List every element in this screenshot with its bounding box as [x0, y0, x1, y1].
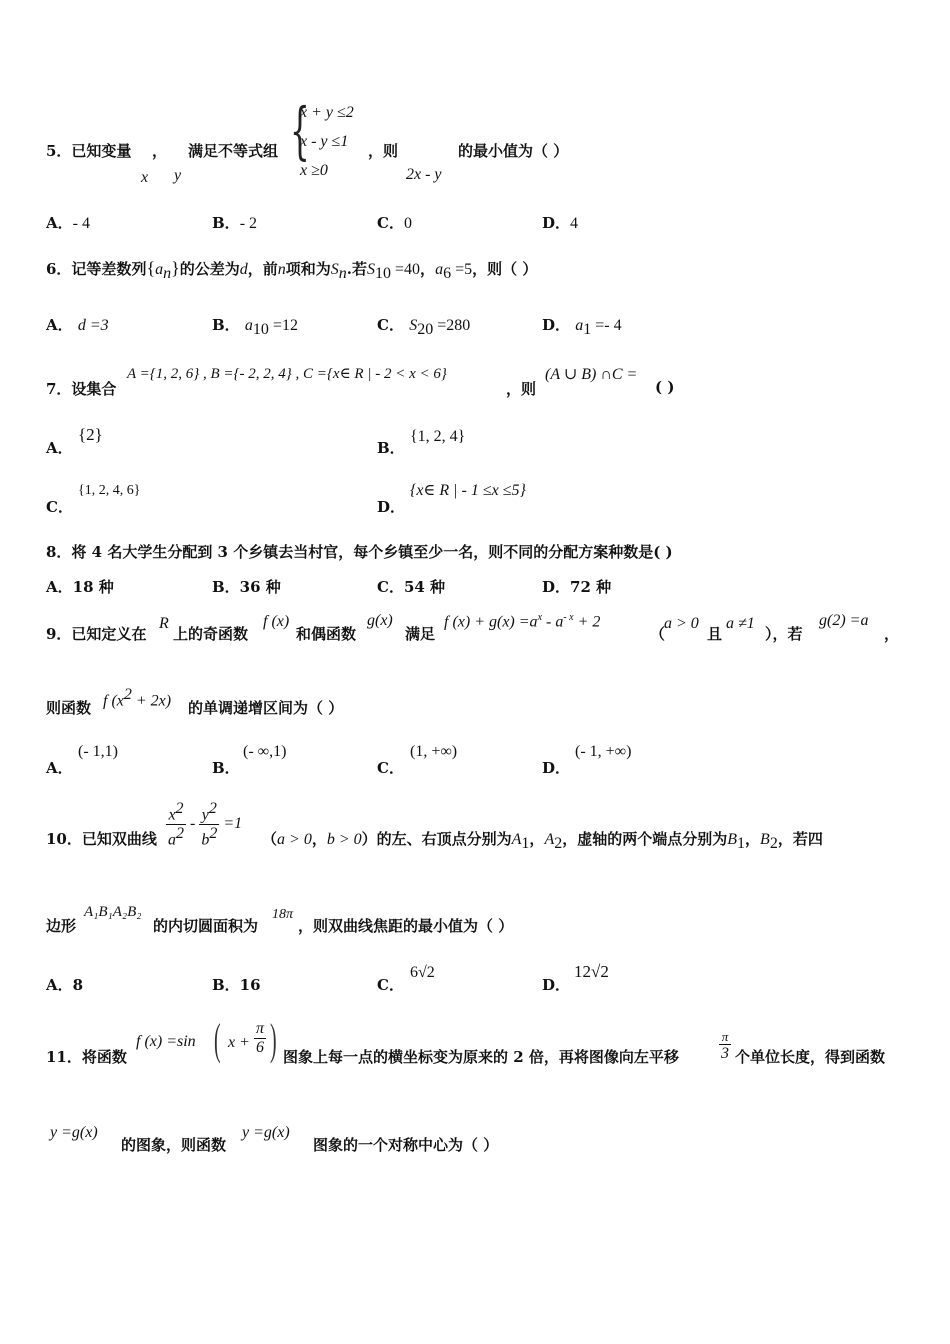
- q6-cond1-val: =40: [391, 261, 421, 278]
- q5-option-d-label: D．: [542, 214, 571, 232]
- q7-expr: (A ∪ B) ∩C =: [545, 366, 638, 383]
- q6-option-b-label: B．: [212, 316, 240, 334]
- q9-eq-sup1: x: [537, 612, 543, 623]
- q8-option-c[interactable]: C．54 种: [377, 578, 446, 596]
- q9-cond1: a > 0: [664, 615, 699, 632]
- q6-cond1-sub: 10: [375, 265, 392, 282]
- q10-option-c-label[interactable]: C．: [377, 976, 404, 994]
- q5-target: 2x - y: [406, 166, 442, 183]
- q9-cond2: a ≠1: [726, 615, 755, 632]
- q7-option-a-label[interactable]: A．: [46, 439, 73, 457]
- q6-option-a[interactable]: [46, 314, 109, 335]
- q6-stem: [46, 258, 537, 283]
- q11-pi-2: π: [719, 1030, 731, 1045]
- q9-text-d: 满足: [405, 625, 436, 643]
- q7-option-c-value: {1, 2, 4, 6}: [78, 483, 141, 498]
- q10-y-sq: 2: [208, 800, 217, 817]
- q9-cond-close: ），若: [765, 625, 803, 643]
- q5-text-a: 5．已知变量: [46, 142, 132, 160]
- q6-cond1: S: [367, 261, 376, 278]
- q5-option-b[interactable]: [212, 212, 257, 233]
- q10-cond: [262, 828, 823, 853]
- q6-text-a: 6．记等差数列: [46, 260, 147, 278]
- q9-option-d-value: (- 1, +∞): [575, 743, 632, 760]
- q7-option-d-value: {x∈ R | - 1 ≤x ≤5}: [410, 482, 526, 499]
- q8-option-a[interactable]: A．18 种: [46, 578, 114, 596]
- q10-A1-sub: 1: [521, 835, 530, 852]
- q10-text-c: ，若四: [777, 830, 823, 848]
- q6-cond2-val: =5: [451, 261, 473, 278]
- q9-fx: f (x): [263, 613, 290, 630]
- q6-option-b[interactable]: [212, 314, 298, 339]
- q6-option-b-rest: =12: [268, 317, 298, 334]
- q10-y: y: [201, 806, 209, 824]
- q10-B1: B: [727, 831, 738, 848]
- q9-eq-mid: - a: [542, 613, 564, 631]
- q10-area: 18π: [272, 907, 294, 922]
- q10-B2: B: [760, 831, 770, 848]
- q7-sets: A ={1, 2, 6} , B ={- 2, 2, 4} , C ={x∈ R | - 2 < x < 6}: [127, 366, 447, 382]
- q10-option-a[interactable]: A．8: [46, 976, 84, 994]
- q11-pi: π: [256, 1020, 265, 1037]
- q6-option-d-rest: =- 4: [591, 317, 622, 334]
- q5-option-b-value: - 2: [239, 215, 258, 232]
- q6-option-c-sub: 20: [417, 321, 434, 338]
- q7-option-b-value: {1, 2, 4}: [410, 428, 466, 445]
- q6-option-a-label: A．: [46, 316, 73, 334]
- q6-text-f: ，则（ ）: [472, 260, 538, 278]
- q5-text-d: 的最小值为（ ）: [458, 142, 569, 160]
- q6-text-d: 项和为: [285, 260, 331, 278]
- q7-option-b-label[interactable]: B．: [377, 439, 405, 457]
- q6-S-sub: n: [338, 265, 347, 282]
- q6-seq-sub: n: [163, 265, 172, 282]
- q7-option-c-label[interactable]: C．: [46, 498, 73, 516]
- q11-frac-pi6: [254, 1020, 266, 1056]
- q10-cond-sep: ，: [311, 830, 327, 848]
- q10-line2-a: 边形: [46, 917, 77, 935]
- q10-minus: -: [186, 815, 200, 833]
- q5-text-c: ，则: [368, 142, 399, 160]
- q6-option-d[interactable]: [542, 314, 622, 339]
- q10-eq1: =1: [219, 815, 243, 833]
- q10-c1: ，: [529, 830, 545, 848]
- q10-option-c-value: 6√2: [410, 964, 435, 981]
- q11-text-c: 个单位长度，得到函数: [735, 1048, 886, 1066]
- q9-comp-end: + 2x): [131, 692, 172, 710]
- q10-b: b: [201, 831, 210, 849]
- q6-d: d: [239, 261, 248, 278]
- q10-frac-y: [199, 800, 219, 849]
- q7-option-d-label[interactable]: D．: [377, 498, 406, 516]
- q8-option-b[interactable]: B．36 种: [212, 578, 281, 596]
- q10-cond2: b > 0: [326, 831, 362, 848]
- q10-frac-x: [166, 800, 186, 849]
- q5-stem: [46, 140, 131, 161]
- q9-cond-open: （: [650, 625, 666, 643]
- q6-option-c-var: S: [409, 317, 418, 334]
- q5-option-c[interactable]: [377, 212, 412, 233]
- q10-text-a: 10．已知双曲线: [46, 830, 157, 848]
- q5-option-a-label: A．: [46, 214, 73, 232]
- q5-var-y: y: [174, 167, 182, 184]
- q9-composite: [103, 686, 171, 710]
- q9-eq-main: f (x) + g(x) =a: [444, 613, 538, 631]
- q11-text-b: 图象上每一点的横坐标变为原来的 2 倍，再将图像向左平移: [283, 1048, 679, 1066]
- q5-option-c-label: C．: [377, 214, 404, 232]
- q9-option-b-label[interactable]: B．: [212, 759, 240, 777]
- q10-a-sq: 2: [176, 824, 184, 842]
- q6-option-c-rest: =280: [433, 317, 471, 334]
- q9-eq-end: + 2: [573, 613, 601, 631]
- q7-text-a: 7．设集合: [46, 380, 117, 398]
- q9-line2-b: 的单调递增区间为（ ）: [188, 699, 344, 717]
- q6-option-b-var: a: [244, 317, 253, 334]
- q5-option-a[interactable]: [46, 212, 90, 233]
- q9-text-a: 9．已知定义在: [46, 625, 147, 643]
- q6-option-b-sub: 10: [252, 321, 269, 338]
- q11-gfun-1: y =g(x): [50, 1124, 98, 1141]
- q10-option-b[interactable]: B．16: [212, 976, 261, 994]
- q6-cond2: a: [435, 261, 444, 278]
- q9-eq-sup2: - x: [563, 612, 574, 623]
- q5-option-c-value: 0: [403, 215, 412, 232]
- q6-cond2-sub: 6: [443, 265, 452, 282]
- q9-R: R: [159, 615, 169, 632]
- q11-paren-close: ): [270, 1015, 277, 1064]
- q5-option-a-value: - 4: [72, 215, 90, 232]
- q10-line2-b: 的内切圆面积为: [153, 917, 259, 935]
- q6-option-c[interactable]: [377, 314, 470, 339]
- q10-c2: ，: [745, 830, 761, 848]
- q8-stem: 8．将 4 名大学生分配到 3 个乡镇去当村官，每个乡镇至少一名，则不同的分配方案种数是( ): [46, 543, 673, 561]
- q11-frac-pi3: [719, 1030, 731, 1063]
- q5-option-d-value: 4: [570, 215, 579, 232]
- q5-option-b-label: B．: [212, 214, 240, 232]
- q6-text-c: ，前: [247, 260, 278, 278]
- q5-ineq-2: x - y ≤1: [300, 133, 349, 150]
- q9-comp-sup: 2: [123, 686, 132, 703]
- q10-B2-sub: 2: [769, 835, 778, 852]
- q9-line2-a: 则函数: [46, 699, 92, 717]
- q6-comma: ，: [420, 260, 436, 278]
- q9-option-a-value: (- 1,1): [78, 743, 118, 760]
- q9-g2: g(2) =a: [819, 612, 869, 629]
- q7-text-c: ( ): [655, 378, 675, 396]
- q6-option-c-label: C．: [377, 316, 404, 334]
- q10-x-sq: 2: [175, 800, 184, 817]
- q6-text-b: 的公差为: [179, 260, 240, 278]
- q11-three: 3: [721, 1045, 729, 1063]
- q11-text-a: 11．将函数: [46, 1048, 127, 1066]
- q10-cond1: a > 0: [277, 831, 312, 848]
- q5-ineq-3: x ≥0: [300, 162, 328, 179]
- q10-option-d-label[interactable]: D．: [542, 976, 571, 994]
- q9-cond-and: 且: [707, 625, 723, 643]
- q10-A1: A: [511, 831, 522, 848]
- q11-fx: f (x) =sin: [136, 1033, 196, 1050]
- q10-B1-sub: 1: [737, 835, 746, 852]
- q5-var-x: x: [141, 169, 149, 186]
- q10-text-b: ，虚轴的两个端点分别为: [562, 830, 728, 848]
- q11-six: 6: [256, 1038, 264, 1056]
- q6-brace-close: }: [171, 258, 180, 278]
- q9-option-b-value: (- ∞,1): [243, 743, 287, 760]
- q9-gx: g(x): [367, 612, 393, 629]
- q6-text-e: .若: [346, 260, 368, 278]
- q10-line2-c: ，则双曲线焦距的最小值为（ ）: [298, 917, 514, 935]
- q9-comp-main: f (x: [103, 692, 124, 710]
- q10-A2: A: [544, 831, 555, 848]
- q5-text-b: 满足不等式组: [188, 142, 279, 160]
- q10-cond-open: （: [262, 830, 278, 848]
- q10-cond-close: ）的左、右顶点分别为: [361, 830, 512, 848]
- q5-left-brace: {: [290, 94, 310, 167]
- q10-hyperbola: [166, 800, 242, 849]
- q5-ineq-1: x + y ≤2: [300, 104, 354, 121]
- q7-text-b: ，则: [506, 380, 537, 398]
- q9-option-c-value: (1, +∞): [410, 743, 458, 760]
- q11-gfun-2: y =g(x): [242, 1124, 290, 1141]
- q6-option-d-label: D．: [542, 316, 571, 334]
- q6-seq: a: [155, 261, 164, 278]
- q11-paren-open: (: [214, 1015, 221, 1064]
- q10-quad: A₁B₁A₂B₂: [84, 904, 142, 920]
- q10-a: a: [168, 831, 176, 849]
- q9-equation: [444, 612, 600, 631]
- q10-x: x: [168, 806, 176, 824]
- q9-option-d-label[interactable]: D．: [542, 759, 571, 777]
- q9-option-c-label[interactable]: C．: [377, 759, 404, 777]
- q7-option-a-value: {2}: [78, 425, 103, 444]
- q5-comma: ，: [152, 142, 168, 160]
- q8-option-d[interactable]: D．72 种: [542, 578, 612, 596]
- q6-option-d-var: a: [575, 317, 584, 334]
- q10-option-d-value: 12√2: [574, 962, 609, 981]
- q9-text-c: 和偶函数: [296, 625, 357, 643]
- q11-line2-b: 的图象，则函数: [121, 1136, 227, 1154]
- q6-n: n: [277, 261, 286, 278]
- q6-option-a-value: d =3: [77, 317, 109, 334]
- q6-option-d-sub: 1: [583, 321, 592, 338]
- q11-inner-x: x +: [228, 1034, 250, 1051]
- q6-S: S: [330, 261, 339, 278]
- q9-option-a-label[interactable]: A．: [46, 759, 73, 777]
- q10-b-sq: 2: [209, 824, 218, 842]
- q11-line2-c: 图象的一个对称中心为（ ）: [313, 1136, 499, 1154]
- q9-text-b: 上的奇函数: [173, 625, 249, 643]
- q5-option-d[interactable]: [542, 212, 578, 233]
- q6-brace-open: {: [146, 258, 156, 278]
- q10-A2-sub: 2: [554, 835, 563, 852]
- q9-comma: ，: [884, 625, 900, 643]
